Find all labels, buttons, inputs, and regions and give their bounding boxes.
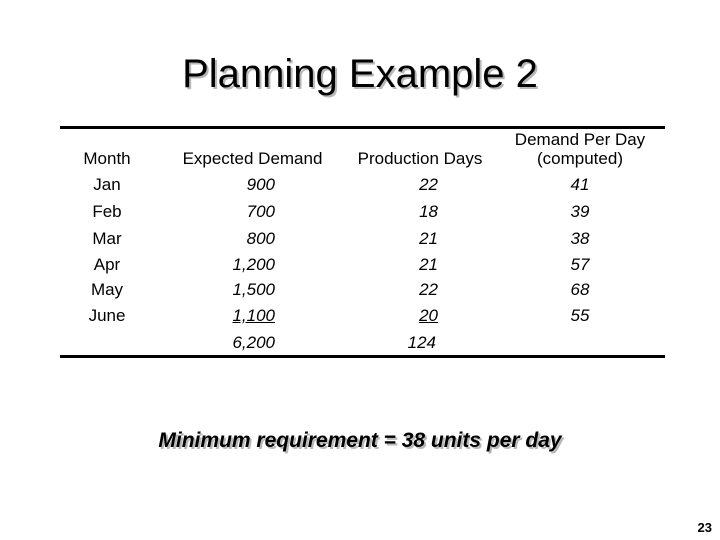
row-month: Mar — [92, 229, 122, 248]
row-expected-demand: 1,100 — [232, 306, 275, 325]
row-expected-demand-wrap — [175, 306, 275, 326]
row-expected-demand: 1,200 — [232, 255, 275, 274]
row-demand-per-day: 39 — [570, 202, 590, 221]
row-expected-demand: 800 — [246, 229, 275, 248]
minimum-requirement-note: Minimum requirement = 38 units per day — [158, 429, 562, 452]
row-demand-per-day: 68 — [570, 280, 590, 299]
row-demand-per-day: 55 — [570, 306, 590, 325]
row-production-days: 21 — [419, 229, 438, 248]
row-production-days-wrap — [360, 306, 438, 326]
table-top-rule — [60, 126, 665, 129]
row-expected-demand: 1,500 — [232, 280, 275, 299]
slide-title: Planning Example 2 — [182, 52, 538, 96]
row-month: Feb — [92, 202, 122, 221]
total-expected-demand: 6,200 — [232, 333, 275, 352]
header-month: Month — [83, 149, 131, 168]
row-expected-demand: 900 — [246, 175, 275, 194]
row-production-days: 18 — [419, 202, 438, 221]
header-production-days: Production Days — [357, 149, 483, 168]
total-production-days: 124 — [407, 333, 436, 352]
row-month: May — [90, 280, 124, 299]
row-demand-per-day: 38 — [570, 229, 590, 248]
row-month: Apr — [93, 255, 121, 274]
header-demand-per-day: Demand Per Day — [514, 130, 646, 149]
row-demand-per-day: 41 — [570, 175, 590, 194]
page-number: 23 — [697, 520, 712, 535]
row-production-days: 21 — [419, 255, 438, 274]
row-production-days: 20 — [419, 306, 438, 325]
row-production-days: 22 — [419, 175, 438, 194]
header-demand-per-day-computed: (computed) — [537, 149, 623, 168]
row-demand-per-day: 57 — [570, 255, 590, 274]
row-month: June — [88, 306, 126, 325]
header-expected-demand: Expected Demand — [182, 149, 323, 168]
row-month: Jan — [93, 175, 121, 194]
table-bottom-rule — [60, 355, 665, 358]
row-expected-demand: 700 — [246, 202, 275, 221]
row-production-days: 22 — [419, 280, 438, 299]
